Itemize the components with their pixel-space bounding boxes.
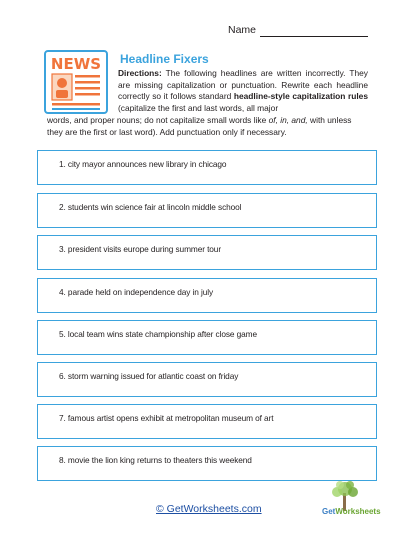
footer-link[interactable]: © GetWorksheets.com [156,503,262,515]
headline-box-8[interactable] [37,446,377,481]
news-icon-text: NEWS [50,55,102,73]
newspaper-icon [44,50,108,114]
headline-box-5[interactable] [37,320,377,355]
directions-cont-b: with unless they are the first or last word). Add punctuation only if necessary. [47,115,352,137]
directions-italic: of, in, and, [268,115,308,125]
headline-text: 8. movie the lion king returns to theaters this weekend [59,455,252,465]
headline-box-2[interactable] [37,193,377,228]
worksheet-title: Headline Fixers [120,52,209,66]
headline-text: 3. president visits europe during summer tour [59,244,221,254]
headline-box-7[interactable] [37,404,377,439]
logo-text-get: Get [322,507,336,516]
name-line[interactable] [260,36,368,37]
directions-label: Directions: [118,68,162,78]
directions-bold: headline-style capitalization rules [233,91,368,102]
directions-part-a: The following headlines are written incorrectly. They are missing capitalization or punctuation. Rewrite each headline correctly so it follows standard [118,68,368,102]
logo-text [322,507,381,516]
headline-text: 5. local team wins state championship after close game [59,329,257,339]
headline-text: 4. parade held on independence day in july [59,287,214,297]
logo-text-worksheets: Worksheets [335,507,381,516]
headline-box-6[interactable] [37,362,377,397]
name-label: Name [228,24,257,36]
headline-box-4[interactable] [37,278,377,313]
headline-text: 1. city mayor announces new library in chicago [59,159,227,169]
headline-box-3[interactable] [37,235,377,270]
directions-continued [47,115,369,138]
directions-cont-a: words, and proper nouns; do not capitalize small words like [47,115,269,125]
headline-text: 2. students win science fair at lincoln middle school [59,202,242,212]
directions-text [118,68,368,115]
headline-box-1[interactable] [37,150,377,185]
directions-part-b: (capitalize the first and last words, all major [118,103,279,114]
headline-text: 7. famous artist opens exhibit at metropolitan museum of art [59,413,274,423]
headline-text: 6. storm warning issued for atlantic coast on friday [59,371,239,381]
